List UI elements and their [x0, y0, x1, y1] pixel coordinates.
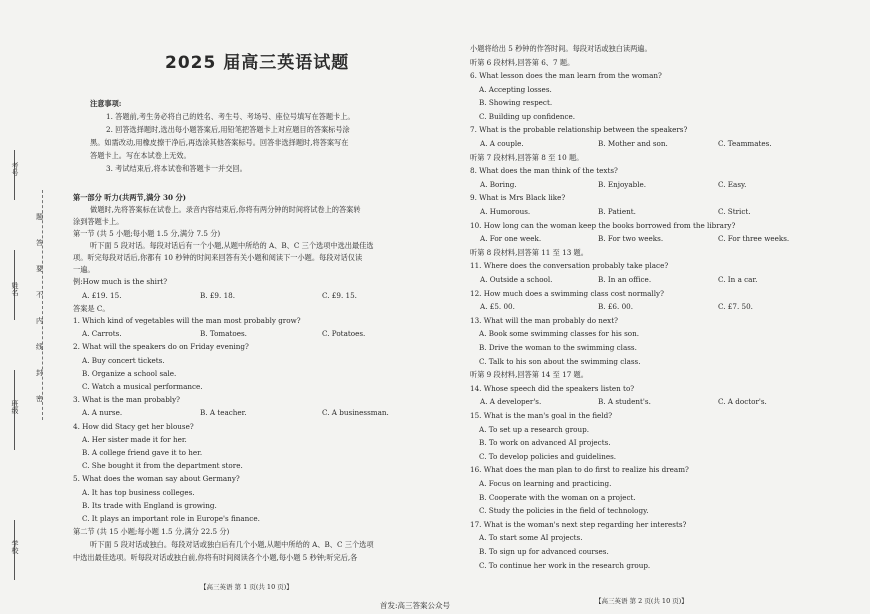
question-option: B. Drive the woman to the swimming class.	[479, 343, 637, 352]
question-option: B. A teacher.	[200, 408, 247, 418]
example-option: A. £19. 15.	[82, 291, 122, 300]
part-heading: 第一部分 听力(共两节,满分 30 分)	[73, 193, 187, 202]
question-stem: 5. What does the woman say about Germany?	[73, 474, 240, 484]
question-option: A. Boring.	[480, 179, 517, 189]
margin-label: 学校	[11, 540, 19, 554]
margin-seal-char: 不	[36, 291, 43, 299]
part-intro: 做题时,先将答案标在试卷上。录音内容结束后,你将有两分钟的时间将试卷上的答案转	[90, 205, 361, 214]
question-option: A. Her sister made it for her.	[82, 434, 187, 444]
question-option: C. Building up confidence.	[479, 111, 576, 121]
question-option: B. For two weeks.	[598, 234, 664, 244]
question-stem: 15. What is the man's goal in the field?	[470, 411, 613, 420]
margin-seal-char: 要	[36, 265, 43, 273]
question-stem: 14. Whose speech did the speakers listen to?	[470, 383, 635, 393]
question-stem: 16. What does the man plan to do first to realize his dream?	[470, 465, 689, 475]
question-option: A. Focus on learning and practicing.	[479, 479, 612, 488]
example-question: 例:How much is the shirt?	[73, 277, 168, 286]
seal-line	[42, 190, 43, 420]
question-option: B. Tomatoes.	[200, 329, 247, 339]
question-option: C. It plays an important role in Europe's finance.	[82, 514, 260, 523]
question-option: C. Watch a musical performance.	[82, 382, 203, 391]
question-stem: 13. What will the man probably do next?	[470, 315, 618, 325]
question-option: A. A developer's.	[480, 397, 542, 407]
question-option: C. Strict.	[718, 207, 751, 216]
material-heading: 听第 9 段材料,回答第 14 至 17 题。	[470, 370, 588, 380]
notice-line: 2. 回答选择题时,选出每小题答案后,用铅笔把答题卡上对应题目的答案标号涂	[106, 125, 350, 134]
footer-left: 【高三英语 第 1 页(共 10 页)】	[200, 583, 293, 591]
question-option: C. Easy.	[718, 179, 747, 189]
question-option: C. She bought it from the department store.	[82, 461, 243, 471]
question-stem: 1. Which kind of vegetables will the man most probably grow?	[73, 316, 301, 325]
question-option: A. A nurse.	[82, 408, 123, 418]
question-option: B. Patient.	[598, 207, 636, 216]
question-option: A. Humorous.	[480, 207, 531, 216]
margin-label: 班级	[11, 400, 19, 414]
question-option: C. Talk to his son about the swimming class.	[479, 356, 641, 366]
question-stem: 3. What is the man probably?	[73, 395, 181, 405]
question-option: A. Buy concert tickets.	[82, 355, 165, 365]
example-option: C. £9. 15.	[322, 291, 357, 300]
question-option: B. A student's.	[598, 397, 651, 407]
notice-line: 答题卡上。写在本试卷上无效。	[90, 151, 191, 160]
question-option: A. Accepting losses.	[479, 84, 552, 94]
question-option: C. Teammates.	[718, 139, 772, 148]
question-option: C. Study the policies in the field of technology.	[479, 506, 649, 516]
question-option: C. For three weeks.	[718, 234, 790, 244]
margin-label: 考号	[11, 162, 19, 176]
question-option: A. It has top business colleges.	[82, 487, 195, 497]
question-stem: 7. What is the probable relationship between the speakers?	[470, 125, 688, 135]
question-option: B. Enjoyable.	[598, 179, 647, 189]
margin-seal-char: 线	[36, 343, 43, 351]
question-option: B. A college friend gave it to her.	[82, 448, 203, 457]
question-option: B. To work on advanced AI projects.	[479, 438, 611, 448]
section-intro: 听下面 5 段对话。每段对话后有一个小题,从题中所给的 A、B、C 三个选项中选出最佳选	[90, 241, 374, 250]
section-intro: 项。听完每段对话后,你都有 10 秒钟的时间来回答有关小题和阅读下一小题。每段对话仅读	[73, 253, 363, 262]
notice-line: 黑。如需改动,用橡皮擦干净后,再选涂其他答案标号。回答非选择题时,将答案写在	[90, 138, 349, 147]
question-option: C. To continue her work in the research group.	[479, 560, 651, 570]
notice-heading: 注意事项:	[90, 99, 122, 108]
question-option: B. Its trade with England is growing.	[82, 500, 217, 510]
notice-line: 3. 考试结束后,将本试卷和答题卡一并交回。	[106, 164, 247, 173]
page-title: 2025 届高三英语试题	[165, 53, 350, 73]
material-heading: 听第 8 段材料,回答第 11 至 13 题。	[470, 247, 588, 257]
question-option: C. To develop policies and guidelines.	[479, 451, 617, 461]
question-stem: 17. What is the woman's next step regarding her interests?	[470, 519, 687, 529]
question-option: C. A businessman.	[322, 408, 389, 418]
margin-seal-char: 封	[36, 369, 43, 377]
question-option: A. £5. 00.	[480, 302, 515, 312]
question-option: A. Book some swimming classes for his son.	[479, 329, 640, 339]
question-option: B. To sign up for advanced courses.	[479, 547, 609, 556]
footer-center: 首发:高三答案公众号	[380, 601, 451, 610]
question-stem: 4. How did Stacy get her blouse?	[73, 421, 194, 431]
material-heading: 听第 7 段材料,回答第 8 至 10 题。	[470, 152, 584, 162]
margin-seal-char: 密	[36, 395, 43, 403]
question-option: B. £6. 00.	[598, 302, 633, 312]
question-option: B. Showing respect.	[479, 98, 553, 108]
question-option: B. Cooperate with the woman on a project.	[479, 492, 636, 502]
section-intro: 中选出最佳选项。听每段对话或独白前,你将有时间阅读各个小题,每小题 5 秒钟;听完后,各	[73, 553, 358, 563]
question-stem: 12. How much does a swimming class cost normally?	[470, 288, 664, 298]
question-option: B. Mother and son.	[598, 139, 668, 148]
question-option: C. £7. 50.	[718, 302, 753, 312]
margin-seal-char: 内	[36, 317, 43, 325]
question-option: A. To start some AI projects.	[479, 533, 583, 543]
material-heading: 听第 6 段材料,回答第 6、7 题。	[470, 57, 575, 67]
question-stem: 11. Where does the conversation probably take place?	[470, 261, 669, 271]
question-option: C. A doctor's.	[718, 397, 767, 407]
section-intro: 听下面 5 段对话或独白。每段对话或独白后有几个小题,从题中所给的 A、B、C 三个选项	[90, 540, 374, 550]
question-stem: 2. What will the speakers do on Friday evening?	[73, 342, 249, 352]
section-heading: 第一节 (共 5 小题;每小题 1.5 分,满分 7.5 分)	[73, 229, 221, 238]
question-option: A. To set up a research group.	[479, 424, 589, 434]
question-stem: 9. What is Mrs Black like?	[470, 193, 566, 203]
example-answer: 答案是 C。	[73, 304, 110, 313]
example-option: B. £9. 18.	[200, 291, 235, 300]
margin-seal-char: 答	[36, 239, 43, 247]
question-stem: 10. How long can the woman keep the books borrowed from the library?	[470, 220, 736, 230]
section-heading: 第二节 (共 15 小题;每小题 1.5 分,满分 22.5 分)	[73, 527, 230, 537]
section-intro: 小题将给出 5 秒钟的作答时间。每段对话或独白读两遍。	[470, 44, 652, 53]
margin-seal-char: 题	[36, 213, 43, 221]
section-intro: 一遍。	[73, 265, 95, 274]
question-option: B. In an office.	[598, 275, 652, 284]
question-option: A. Outside a school.	[480, 275, 553, 284]
notice-line: 1. 答题前,考生务必将自己的姓名、考生号、考场号、座位号填写在答题卡上。	[106, 112, 355, 121]
part-intro: 涂到答题卡上。	[73, 217, 124, 226]
margin-label: 姓名	[11, 282, 19, 296]
question-option: A. A couple.	[480, 139, 524, 148]
footer-right: 【高三英语 第 2 页(共 10 页)】	[595, 597, 688, 605]
question-option: B. Organize a school sale.	[82, 368, 177, 378]
question-option: C. In a car.	[718, 275, 758, 284]
question-option: A. Carrots.	[82, 329, 122, 339]
question-option: C. Potatoes.	[322, 329, 366, 339]
question-option: A. For one week.	[480, 234, 542, 244]
question-stem: 6. What lesson does the man learn from the woman?	[470, 71, 662, 80]
question-stem: 8. What does the man think of the texts?	[470, 166, 618, 176]
